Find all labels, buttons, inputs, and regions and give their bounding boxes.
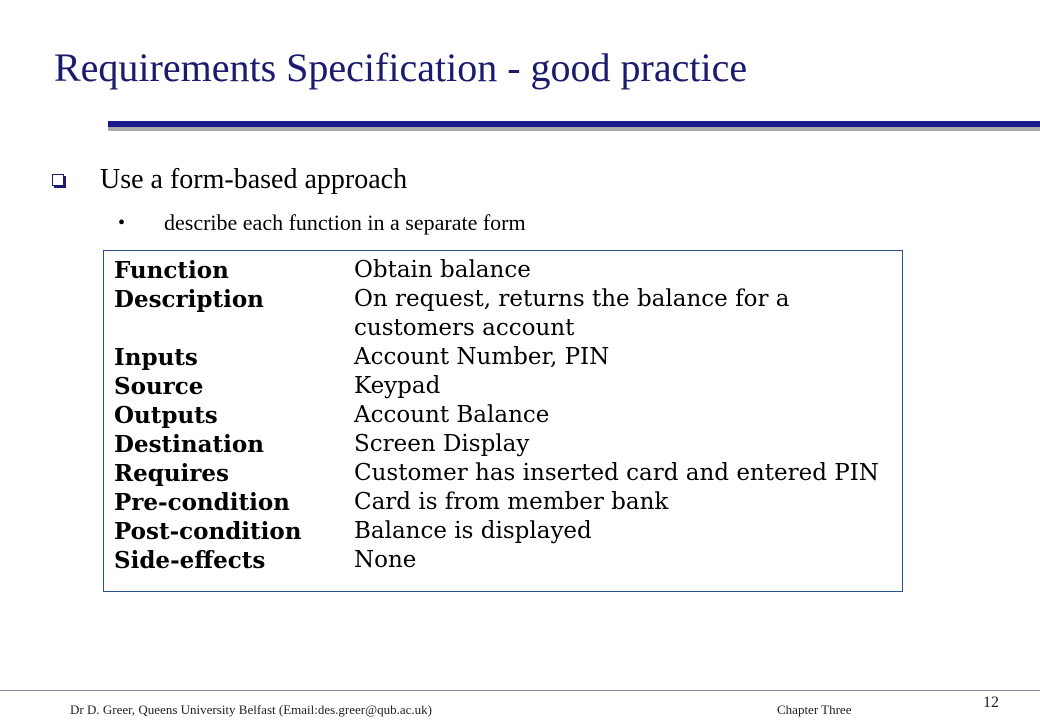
- form-value: Balance is displayed: [354, 518, 592, 544]
- footer-chapter: Chapter Three: [777, 702, 852, 717]
- form-value: None: [354, 547, 417, 573]
- form-label: Requires: [114, 460, 229, 487]
- form-value: Account Number, PIN: [354, 344, 610, 370]
- sub-bullet-text: describe each function in a separate form: [164, 210, 526, 235]
- form-label: Inputs: [114, 344, 198, 371]
- form-value: Account Balance: [354, 402, 550, 428]
- form-label: Side-effects: [114, 547, 266, 574]
- form-label: Post-condition: [114, 518, 302, 545]
- footer-author: Dr D. Greer, Queens University Belfast (Email:des.greer@qub.ac.uk): [70, 702, 432, 717]
- form-value: Customer has inserted card and entered PIN: [354, 460, 879, 486]
- main-bullet: [52, 160, 407, 200]
- form-label: Description: [114, 286, 264, 313]
- page-number: 12: [983, 694, 999, 711]
- main-bullet-text: Use a form-based approach: [100, 164, 408, 195]
- form-label: Pre-condition: [114, 489, 290, 516]
- footer-divider: [0, 690, 1040, 691]
- form-value: Screen Display: [354, 431, 530, 457]
- form-value: Keypad: [354, 373, 441, 399]
- checkbox-bullet-icon: [52, 174, 64, 186]
- dot-bullet-icon: •: [118, 211, 126, 234]
- sub-bullet: [118, 206, 526, 240]
- form-value: On request, returns the balance for a customers account: [354, 286, 790, 341]
- form-label: Source: [114, 373, 204, 400]
- slide-title: Requirements Specification - good practice: [54, 45, 748, 90]
- form-value: Card is from member bank: [354, 489, 669, 515]
- form-label: Function: [114, 257, 229, 284]
- form-label: Outputs: [114, 402, 218, 429]
- form-label: Destination: [114, 431, 264, 458]
- function-form: [103, 250, 903, 592]
- title-rule-shadow: [108, 127, 1040, 131]
- form-value: Obtain balance: [354, 257, 531, 283]
